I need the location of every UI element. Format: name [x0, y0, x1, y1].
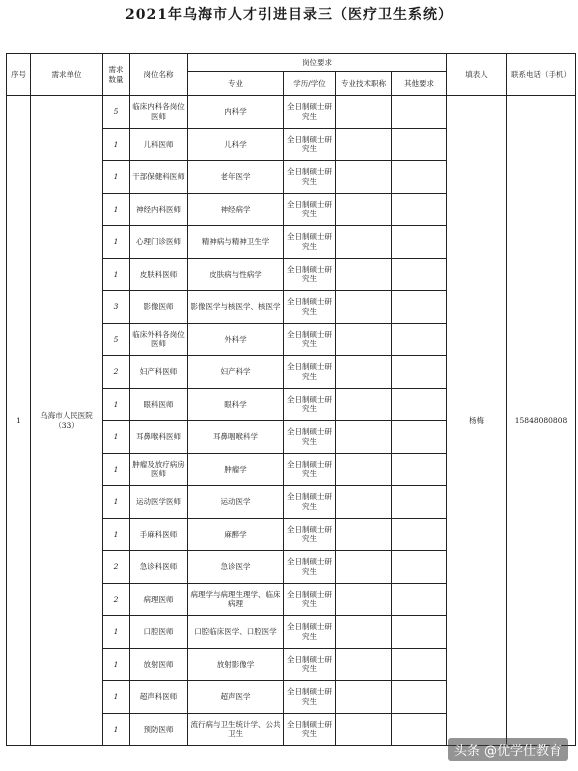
cell-count: 1: [103, 453, 130, 486]
cell-seq: 1: [7, 96, 31, 746]
cell-position: 放射医师: [130, 648, 188, 681]
header-major: 专业: [188, 72, 284, 96]
cell-count: 1: [103, 128, 130, 161]
cell-major: 内科学: [188, 96, 284, 129]
cell-other: [392, 713, 447, 746]
cell-major: 肿瘤学: [188, 453, 284, 486]
cell-position: 眼科医师: [130, 388, 188, 421]
header-position: 岗位名称: [130, 54, 188, 96]
cell-degree: 全日制硕士研究生: [284, 713, 336, 746]
cell-other: [392, 551, 447, 584]
cell-other: [392, 323, 447, 356]
cell-other: [392, 193, 447, 226]
cell-degree: 全日制硕士研究生: [284, 681, 336, 714]
cell-count: 1: [103, 648, 130, 681]
table-body: [7, 96, 576, 746]
cell-degree: 全日制硕士研究生: [284, 648, 336, 681]
cell-title-req: [336, 291, 392, 324]
cell-position: 预防医师: [130, 713, 188, 746]
cell-degree: 全日制硕士研究生: [284, 518, 336, 551]
cell-title-req: [336, 583, 392, 616]
watermark: 头条 @优学仕教育: [448, 738, 568, 761]
cell-major: 神经病学: [188, 193, 284, 226]
cell-count: 5: [103, 323, 130, 356]
cell-count: 1: [103, 518, 130, 551]
cell-degree: 全日制硕士研究生: [284, 421, 336, 454]
header-degree: 学历/学位: [284, 72, 336, 96]
cell-position: 皮肤科医师: [130, 258, 188, 291]
cell-degree: 全日制硕士研究生: [284, 258, 336, 291]
cell-position: 儿科医师: [130, 128, 188, 161]
cell-position: 耳鼻喉科医师: [130, 421, 188, 454]
cell-other: [392, 421, 447, 454]
header-other: 其他要求: [392, 72, 447, 96]
cell-position: 临床内科各岗位医师: [130, 96, 188, 129]
cell-count: 2: [103, 551, 130, 584]
cell-other: [392, 518, 447, 551]
cell-count: 1: [103, 226, 130, 259]
cell-major: 老年医学: [188, 161, 284, 194]
header-requirements: 岗位要求: [188, 54, 447, 72]
cell-degree: 全日制硕士研究生: [284, 583, 336, 616]
cell-count: 1: [103, 388, 130, 421]
header-count: 需求数量: [103, 54, 130, 96]
cell-title-req: [336, 421, 392, 454]
cell-major: 运动医学: [188, 486, 284, 519]
cell-title-req: [336, 616, 392, 649]
cell-other: [392, 96, 447, 129]
cell-title-req: [336, 161, 392, 194]
cell-phone: 15848080808: [507, 96, 576, 746]
cell-count: 1: [103, 681, 130, 714]
cell-count: 5: [103, 96, 130, 129]
cell-major: 耳鼻咽喉科学: [188, 421, 284, 454]
cell-major: 口腔临床医学、口腔医学: [188, 616, 284, 649]
cell-title-req: [336, 226, 392, 259]
cell-other: [392, 258, 447, 291]
cell-major: 麻醉学: [188, 518, 284, 551]
cell-major: 妇产科学: [188, 356, 284, 389]
cell-position: 肿瘤及放疗病房医师: [130, 453, 188, 486]
cell-title-req: [336, 681, 392, 714]
talent-table: [6, 53, 576, 746]
cell-degree: 全日制硕士研究生: [284, 616, 336, 649]
cell-title-req: [336, 193, 392, 226]
header-contact: 联系电话（手机）: [507, 54, 576, 96]
cell-degree: 全日制硕士研究生: [284, 551, 336, 584]
cell-title-req: [336, 648, 392, 681]
cell-title-req: [336, 128, 392, 161]
cell-count: 1: [103, 486, 130, 519]
cell-degree: 全日制硕士研究生: [284, 291, 336, 324]
cell-major: 影像医学与核医学、核医学: [188, 291, 284, 324]
cell-title-req: [336, 453, 392, 486]
header-seq: 序号: [7, 54, 31, 96]
header-unit: 需求单位: [31, 54, 103, 96]
cell-other: [392, 161, 447, 194]
cell-position: 病理医师: [130, 583, 188, 616]
cell-count: 1: [103, 616, 130, 649]
cell-position: 干部保健科医师: [130, 161, 188, 194]
cell-major: 急诊医学: [188, 551, 284, 584]
cell-major: 眼科学: [188, 388, 284, 421]
header-title-req: 专业技术职称: [336, 72, 392, 96]
cell-position: 影像医师: [130, 291, 188, 324]
cell-other: [392, 128, 447, 161]
cell-title-req: [336, 96, 392, 129]
cell-other: [392, 226, 447, 259]
cell-degree: 全日制硕士研究生: [284, 388, 336, 421]
cell-other: [392, 681, 447, 714]
cell-count: 2: [103, 583, 130, 616]
table-row: [7, 96, 576, 129]
cell-count: 1: [103, 193, 130, 226]
cell-title-req: [336, 518, 392, 551]
cell-other: [392, 648, 447, 681]
cell-title-req: [336, 323, 392, 356]
cell-degree: 全日制硕士研究生: [284, 128, 336, 161]
cell-title-req: [336, 388, 392, 421]
cell-major: 儿科学: [188, 128, 284, 161]
cell-degree: 全日制硕士研究生: [284, 161, 336, 194]
cell-major: 病理学与病理生理学、临床病理: [188, 583, 284, 616]
cell-other: [392, 291, 447, 324]
cell-title-req: [336, 486, 392, 519]
cell-degree: 全日制硕士研究生: [284, 486, 336, 519]
cell-other: [392, 388, 447, 421]
cell-title-req: [336, 551, 392, 584]
cell-degree: 全日制硕士研究生: [284, 453, 336, 486]
cell-title-req: [336, 258, 392, 291]
cell-major: 皮肤病与性病学: [188, 258, 284, 291]
cell-position: 运动医学医师: [130, 486, 188, 519]
cell-position: 心理门诊医师: [130, 226, 188, 259]
cell-other: [392, 453, 447, 486]
cell-degree: 全日制硕士研究生: [284, 96, 336, 129]
page-title: 2021年乌海市人才引进目录三（医疗卫生系统）: [125, 7, 453, 23]
cell-position: 神经内科医师: [130, 193, 188, 226]
cell-filler: 杨梅: [447, 96, 507, 746]
cell-degree: 全日制硕士研究生: [284, 356, 336, 389]
cell-title-req: [336, 356, 392, 389]
cell-count: 1: [103, 713, 130, 746]
cell-position: 急诊科医师: [130, 551, 188, 584]
cell-degree: 全日制硕士研究生: [284, 323, 336, 356]
cell-other: [392, 583, 447, 616]
cell-major: 外科学: [188, 323, 284, 356]
cell-other: [392, 356, 447, 389]
cell-count: 1: [103, 161, 130, 194]
cell-degree: 全日制硕士研究生: [284, 193, 336, 226]
cell-degree: 全日制硕士研究生: [284, 226, 336, 259]
cell-major: 超声医学: [188, 681, 284, 714]
cell-other: [392, 486, 447, 519]
cell-unit: 乌海市人民医院（33）: [31, 96, 103, 746]
cell-position: 手麻科医师: [130, 518, 188, 551]
cell-position: 临床外科各岗位医师: [130, 323, 188, 356]
cell-position: 超声科医师: [130, 681, 188, 714]
cell-count: 2: [103, 356, 130, 389]
cell-position: 口腔医师: [130, 616, 188, 649]
cell-other: [392, 616, 447, 649]
cell-position: 妇产科医师: [130, 356, 188, 389]
cell-count: 3: [103, 291, 130, 324]
cell-count: 1: [103, 421, 130, 454]
header-filler: 填表人: [447, 54, 507, 96]
cell-title-req: [336, 713, 392, 746]
cell-major: 放射影像学: [188, 648, 284, 681]
cell-major: 流行病与卫生统计学、公共卫生: [188, 713, 284, 746]
cell-major: 精神病与精神卫生学: [188, 226, 284, 259]
cell-count: 1: [103, 258, 130, 291]
